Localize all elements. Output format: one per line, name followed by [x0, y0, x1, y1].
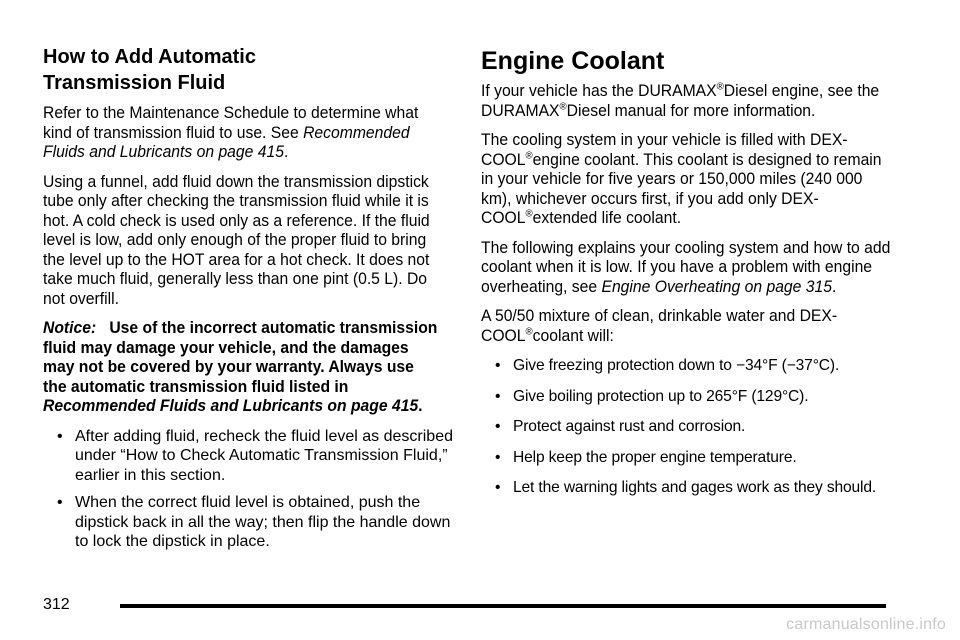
left-column — [43, 44, 453, 560]
list-item: • After adding fluid, recheck the fluid level as described under “How to Check Automatic Transmission Fluid,” earlier in this section. — [57, 427, 453, 484]
paragraph-dexcool: The cooling system in your vehicle is filled with DEX-COOL®engine coolant. This coolant is designed to remain in your vehicle for five years or 150,000 miles (240 000 km), whichever occurs first, if you add only DEX-COOL®extended life coolant. — [481, 131, 882, 227]
paragraph-mixture: A 50/50 mixture of clean, drinkable water and DEX-COOL®coolant will: — [481, 307, 838, 345]
bullet-icon: • — [495, 448, 501, 466]
page-number: 312 — [43, 596, 70, 613]
list-item: • Give boiling protection up to 265°F (129°C). — [495, 387, 809, 405]
registered-mark: ® — [525, 150, 533, 162]
transmission-bullet-list — [43, 427, 453, 552]
paragraph-cooling-system: The following explains your cooling system and how to add coolant when it is low. If you have a problem with engine overheating, see Engine Overheating on page 315. — [481, 238, 891, 296]
list-item: • Give freezing protection down to −34°F (−37°C). — [495, 357, 840, 374]
list-item: • Let the warning lights and gages work as they should. — [495, 479, 877, 496]
coolant-bullet-list — [481, 356, 906, 498]
footer-divider — [120, 604, 886, 608]
registered-mark: ® — [525, 208, 533, 220]
notice-label: Notice: — [43, 319, 97, 337]
bullet-icon: • — [495, 479, 501, 496]
list-item: • Help keep the proper engine temperature. — [495, 448, 797, 466]
cross-reference-fluids-notice: Recommended Fluids and Lubricants on page 415 — [43, 397, 419, 415]
cross-reference-fluids: Recommended Fluids and Lubricants on page 415 — [43, 123, 410, 161]
registered-mark: ® — [716, 81, 724, 93]
bullet-icon: • — [495, 357, 501, 374]
bullet-icon: • — [57, 427, 63, 445]
notice-paragraph: Notice: Use of the incorrect automatic transmission fluid may damage your vehicle, and the damages may not be covered by your warranty. Always use the automatic transmission fluid listed in Recommended Fluids and Lubricants on page 415. — [43, 319, 438, 415]
registered-mark: ® — [559, 101, 567, 113]
paragraph-maintenance-schedule: Refer to the Maintenance Schedule to determine what kind of transmission fluid to use. See Recommended Fluids and Lubricants on page 415. — [43, 104, 419, 161]
bullet-icon: • — [495, 418, 501, 435]
paragraph-funnel-instructions: Using a funnel, add fluid down the transmission dipstick tube only after checking the transmission fluid while it is hot. A cold check is used only as a reference. If the fluid level is low, add only enough of the proper fluid to bring the level up to the HOT area for a hot check. It does not take much fluid, generally less than one pint (0.5 L). Do not overfill. — [43, 172, 430, 308]
section-heading-transmission-fluid: How to Add Automatic Transmission Fluid — [43, 46, 256, 94]
right-column — [481, 46, 906, 509]
list-item: • Protect against rust and corrosion. — [495, 418, 746, 435]
paragraph-duramax: If your vehicle has the DURAMAX®Diesel engine, see the DURAMAX®Diesel manual for more information. — [481, 81, 880, 120]
bullet-icon: • — [57, 494, 63, 511]
bullet-icon: • — [495, 387, 501, 405]
section-heading-engine-coolant: Engine Coolant — [481, 47, 665, 75]
watermark: carmanualsonline.info — [786, 616, 946, 633]
registered-mark: ® — [525, 326, 533, 338]
cross-reference-overheating: Engine Overheating on page 315 — [601, 277, 832, 296]
list-item: • When the correct fluid level is obtained, push the dipstick back in all the way; then flip the handle down to lock the dipstick in place. — [57, 494, 451, 550]
